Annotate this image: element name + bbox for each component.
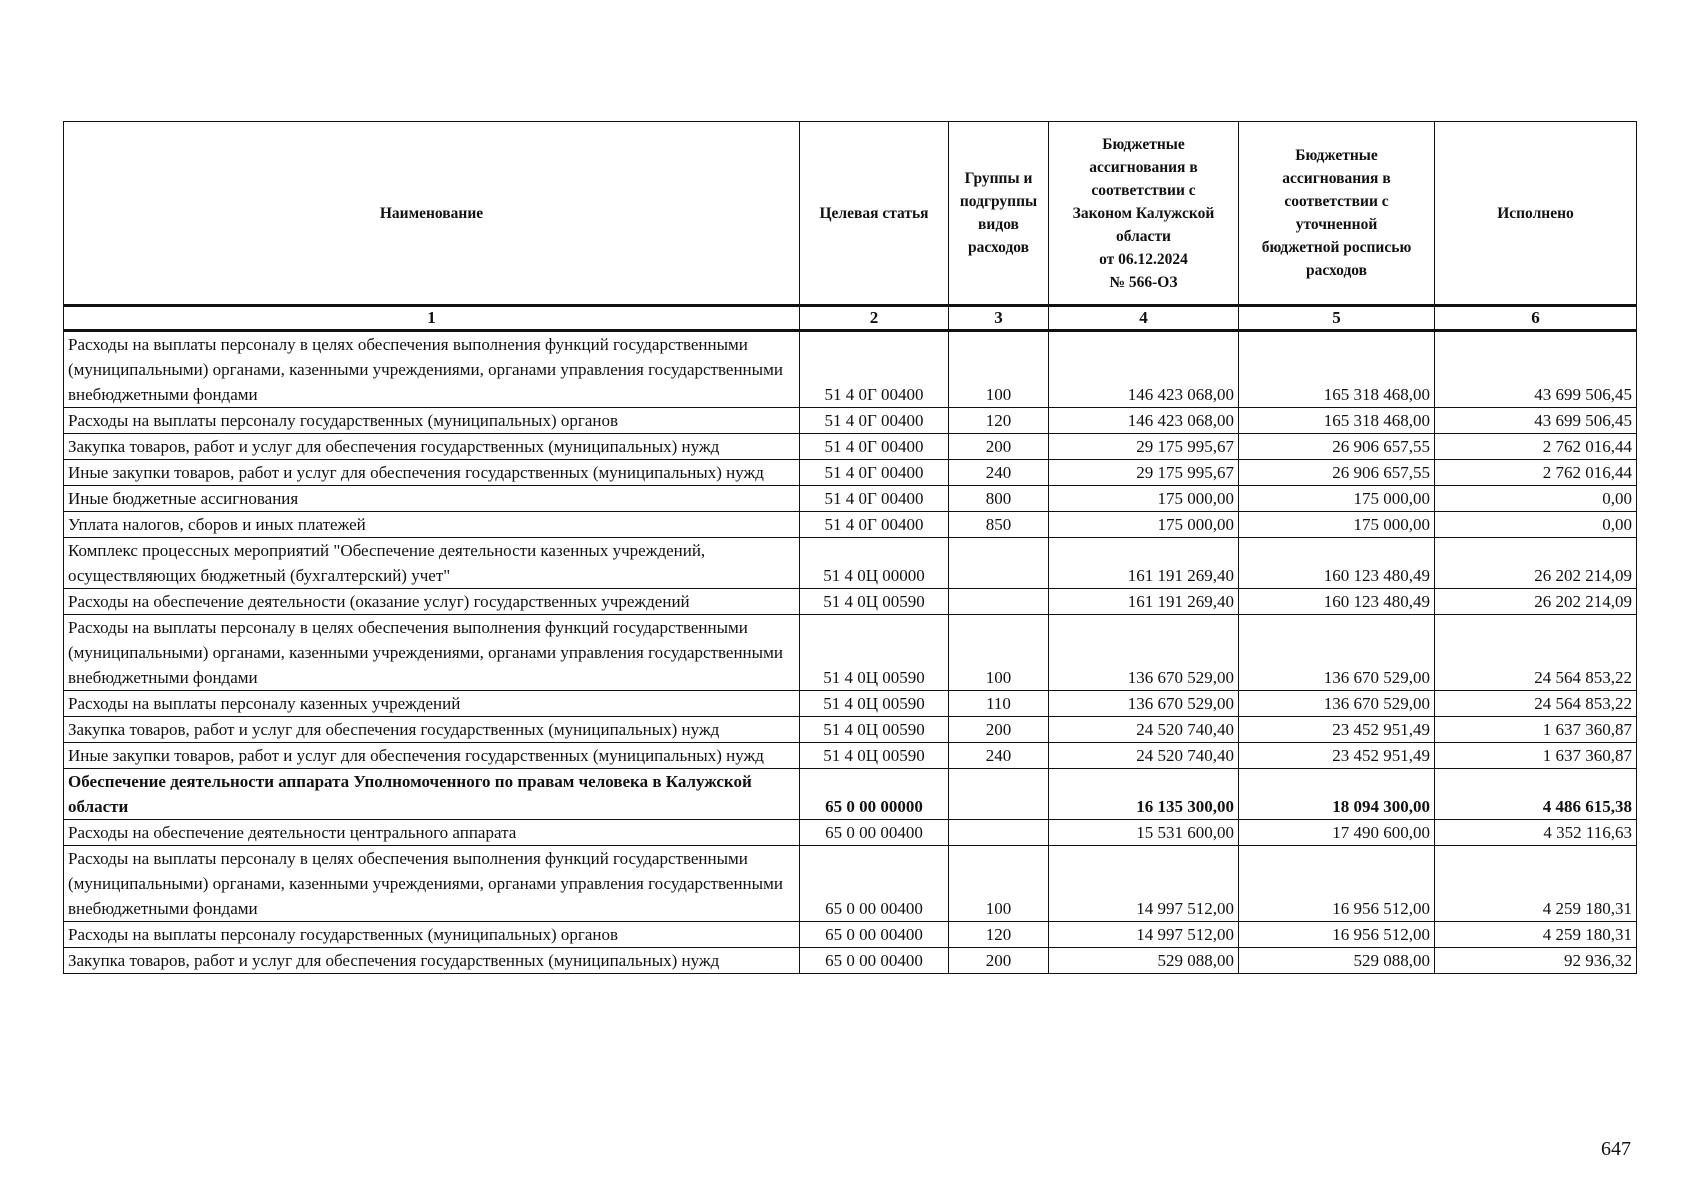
refined-amount-cell: 175 000,00 xyxy=(1239,486,1435,512)
row-name-cell: Закупка товаров, работ и услуг для обеспечения государственных (муниципальных) нужд xyxy=(64,434,800,460)
header-name xyxy=(64,122,800,306)
row-name-cell: Закупка товаров, работ и услуг для обеспечения государственных (муниципальных) нужд xyxy=(64,717,800,743)
column-number: 3 xyxy=(949,306,1049,331)
target-article-cell: 51 4 0Г 00400 xyxy=(800,434,949,460)
row-name-cell: Расходы на выплаты персоналу государственных (муниципальных) органов xyxy=(64,922,800,948)
executed-amount-cell: 4 259 180,31 xyxy=(1435,846,1637,922)
header-line: ассигнования в xyxy=(1282,170,1391,187)
header-line: ассигнования в xyxy=(1089,158,1198,176)
target-article-cell: 51 4 0Г 00400 xyxy=(800,512,949,538)
law-amount-cell: 14 997 512,00 xyxy=(1049,922,1239,948)
refined-amount-cell: 26 906 657,55 xyxy=(1239,460,1435,486)
row-name-cell: Обеспечение деятельности аппарата Уполномоченного по правам человека в Калужской области xyxy=(64,769,800,820)
expense-group-cell: 850 xyxy=(949,512,1049,538)
executed-amount-cell: 1 637 360,87 xyxy=(1435,717,1637,743)
executed-amount-cell: 92 936,32 xyxy=(1435,948,1637,974)
row-name-cell: Иные закупки товаров, работ и услуг для обеспечения государственных (муниципальных) нужд xyxy=(64,743,800,769)
table-row xyxy=(64,331,1637,408)
refined-amount-cell: 175 000,00 xyxy=(1239,512,1435,538)
target-article-cell: 51 4 0Г 00400 xyxy=(800,486,949,512)
table-row xyxy=(64,512,1637,538)
target-article-cell: 51 4 0Ц 00590 xyxy=(800,589,949,615)
executed-amount-cell: 24 564 853,22 xyxy=(1435,615,1637,691)
law-amount-cell: 175 000,00 xyxy=(1049,512,1239,538)
header-line: видов xyxy=(978,216,1019,233)
table-row xyxy=(64,589,1637,615)
row-name-cell: Иные закупки товаров, работ и услуг для обеспечения государственных (муниципальных) нужд xyxy=(64,460,800,486)
expense-group-cell: 240 xyxy=(949,460,1049,486)
expense-group-cell: 200 xyxy=(949,717,1049,743)
table-row xyxy=(64,948,1637,974)
header-line: соответствии с xyxy=(1284,193,1389,210)
refined-amount-cell: 136 670 529,00 xyxy=(1239,691,1435,717)
header-line: Бюджетные xyxy=(1102,135,1185,153)
row-name-cell: Иные бюджетные ассигнования xyxy=(64,486,800,512)
law-amount-cell: 161 191 269,40 xyxy=(1049,538,1239,589)
header-line: Исполнено xyxy=(1497,204,1574,222)
header-expense-groups xyxy=(949,122,1049,306)
executed-amount-cell: 4 352 116,63 xyxy=(1435,820,1637,846)
expense-group-cell: 110 xyxy=(949,691,1049,717)
target-article-cell: 65 0 00 00400 xyxy=(800,846,949,922)
refined-amount-cell: 160 123 480,49 xyxy=(1239,589,1435,615)
refined-amount-cell: 23 452 951,49 xyxy=(1239,743,1435,769)
refined-amount-cell: 136 670 529,00 xyxy=(1239,615,1435,691)
expense-group-cell xyxy=(949,589,1049,615)
column-number: 5 xyxy=(1239,306,1435,331)
column-number: 2 xyxy=(800,306,949,331)
header-line: Группы и xyxy=(964,170,1033,187)
refined-amount-cell: 165 318 468,00 xyxy=(1239,331,1435,408)
expense-group-cell: 120 xyxy=(949,922,1049,948)
target-article-cell: 65 0 00 00400 xyxy=(800,922,949,948)
law-amount-cell: 16 135 300,00 xyxy=(1049,769,1239,820)
law-amount-cell: 146 423 068,00 xyxy=(1049,408,1239,434)
executed-amount-cell: 43 699 506,45 xyxy=(1435,408,1637,434)
column-number: 6 xyxy=(1435,306,1637,331)
target-article-cell: 51 4 0Ц 00590 xyxy=(800,691,949,717)
law-amount-cell: 29 175 995,67 xyxy=(1049,434,1239,460)
law-amount-cell: 175 000,00 xyxy=(1049,486,1239,512)
law-amount-cell: 24 520 740,40 xyxy=(1049,717,1239,743)
header-line: расходов xyxy=(1305,262,1368,279)
target-article-cell: 65 0 00 00400 xyxy=(800,948,949,974)
refined-amount-cell: 26 906 657,55 xyxy=(1239,434,1435,460)
header-line: расходов xyxy=(967,239,1030,256)
expense-group-cell: 100 xyxy=(949,615,1049,691)
refined-amount-cell: 16 956 512,00 xyxy=(1239,846,1435,922)
law-amount-cell: 29 175 995,67 xyxy=(1049,460,1239,486)
header-row xyxy=(64,122,1637,306)
executed-amount-cell: 24 564 853,22 xyxy=(1435,691,1637,717)
header-line: от 06.12.2024 xyxy=(1099,250,1188,268)
table-row xyxy=(64,538,1637,589)
header-executed xyxy=(1435,122,1637,306)
law-amount-cell: 146 423 068,00 xyxy=(1049,331,1239,408)
header-refined-appropriations xyxy=(1239,122,1435,306)
refined-amount-cell: 529 088,00 xyxy=(1239,948,1435,974)
row-name-cell: Расходы на обеспечение деятельности (оказание услуг) государственных учреждений xyxy=(64,589,800,615)
refined-amount-cell: 23 452 951,49 xyxy=(1239,717,1435,743)
law-amount-cell: 14 997 512,00 xyxy=(1049,846,1239,922)
header-target-article xyxy=(800,122,949,306)
row-name-cell: Комплекс процессных мероприятий "Обеспечение деятельности казенных учреждений, осуществляющих бюджетный (бухгалтерский) учет" xyxy=(64,538,800,589)
header-line: области xyxy=(1116,227,1171,245)
header-line: Бюджетные xyxy=(1295,147,1378,164)
row-name-cell: Расходы на выплаты персоналу казенных учреждений xyxy=(64,691,800,717)
target-article-cell: 51 4 0Ц 00590 xyxy=(800,615,949,691)
table-row xyxy=(64,486,1637,512)
law-amount-cell: 161 191 269,40 xyxy=(1049,589,1239,615)
law-amount-cell: 529 088,00 xyxy=(1049,948,1239,974)
table-body xyxy=(64,331,1637,974)
target-article-cell: 65 0 00 00400 xyxy=(800,820,949,846)
law-amount-cell: 15 531 600,00 xyxy=(1049,820,1239,846)
header-line: соответствии с xyxy=(1091,181,1196,199)
refined-amount-cell: 18 094 300,00 xyxy=(1239,769,1435,820)
executed-amount-cell: 2 762 016,44 xyxy=(1435,460,1637,486)
row-name-cell: Расходы на выплаты персоналу в целях обеспечения выполнения функций государственными (муниципальными) органами, казенными учреждениями, органами управления государственными внебюджетными фондами xyxy=(64,846,800,922)
refined-amount-cell: 17 490 600,00 xyxy=(1239,820,1435,846)
refined-amount-cell: 165 318 468,00 xyxy=(1239,408,1435,434)
table-row xyxy=(64,743,1637,769)
target-article-cell: 51 4 0Г 00400 xyxy=(800,408,949,434)
refined-amount-cell: 160 123 480,49 xyxy=(1239,538,1435,589)
expense-group-cell: 120 xyxy=(949,408,1049,434)
executed-amount-cell: 0,00 xyxy=(1435,486,1637,512)
column-number-row xyxy=(64,306,1637,331)
budget-table xyxy=(63,121,1637,974)
row-name-cell: Расходы на обеспечение деятельности центрального аппарата xyxy=(64,820,800,846)
column-number: 1 xyxy=(64,306,800,331)
header-line: уточненной xyxy=(1295,216,1378,233)
executed-amount-cell: 0,00 xyxy=(1435,512,1637,538)
expense-group-cell xyxy=(949,538,1049,589)
expense-group-cell: 200 xyxy=(949,948,1049,974)
target-article-cell: 51 4 0Г 00400 xyxy=(800,460,949,486)
executed-amount-cell: 4 259 180,31 xyxy=(1435,922,1637,948)
executed-amount-cell: 1 637 360,87 xyxy=(1435,743,1637,769)
table-row xyxy=(64,434,1637,460)
table-row xyxy=(64,615,1637,691)
target-article-cell: 51 4 0Ц 00000 xyxy=(800,538,949,589)
executed-amount-cell: 2 762 016,44 xyxy=(1435,434,1637,460)
table-row xyxy=(64,846,1637,922)
table-row xyxy=(64,460,1637,486)
target-article-cell: 65 0 00 00000 xyxy=(800,769,949,820)
expense-group-cell: 240 xyxy=(949,743,1049,769)
expense-group-cell: 100 xyxy=(949,331,1049,408)
expense-group-cell: 200 xyxy=(949,434,1049,460)
expense-group-cell: 100 xyxy=(949,846,1049,922)
law-amount-cell: 136 670 529,00 xyxy=(1049,691,1239,717)
header-line: Наименование xyxy=(379,204,484,222)
row-name-cell: Расходы на выплаты персоналу в целях обеспечения выполнения функций государственными (муниципальными) органами, казенными учреждениями, органами управления государственными внебюджетными фондами xyxy=(64,331,800,408)
executed-amount-cell: 4 486 615,38 xyxy=(1435,769,1637,820)
row-name-cell: Расходы на выплаты персоналу государственных (муниципальных) органов xyxy=(64,408,800,434)
executed-amount-cell: 26 202 214,09 xyxy=(1435,538,1637,589)
expense-group-cell xyxy=(949,769,1049,820)
header-line: Законом Калужской xyxy=(1072,204,1215,222)
table-row xyxy=(64,922,1637,948)
expense-group-cell: 800 xyxy=(949,486,1049,512)
header-line: № 566-ОЗ xyxy=(1109,273,1178,291)
executed-amount-cell: 43 699 506,45 xyxy=(1435,331,1637,408)
table-row xyxy=(64,820,1637,846)
row-name-cell: Закупка товаров, работ и услуг для обеспечения государственных (муниципальных) нужд xyxy=(64,948,800,974)
law-amount-cell: 24 520 740,40 xyxy=(1049,743,1239,769)
column-number: 4 xyxy=(1049,306,1239,331)
row-name-cell: Уплата налогов, сборов и иных платежей xyxy=(64,512,800,538)
table-row xyxy=(64,717,1637,743)
law-amount-cell: 136 670 529,00 xyxy=(1049,615,1239,691)
executed-amount-cell: 26 202 214,09 xyxy=(1435,589,1637,615)
table-row xyxy=(64,691,1637,717)
expense-group-cell xyxy=(949,820,1049,846)
header-law-appropriations xyxy=(1049,122,1239,306)
table-row xyxy=(64,769,1637,820)
header-line: подгруппы xyxy=(959,193,1038,210)
target-article-cell: 51 4 0Ц 00590 xyxy=(800,717,949,743)
header-line: Целевая статья xyxy=(819,204,929,222)
refined-amount-cell: 16 956 512,00 xyxy=(1239,922,1435,948)
target-article-cell: 51 4 0Г 00400 xyxy=(800,331,949,408)
target-article-cell: 51 4 0Ц 00590 xyxy=(800,743,949,769)
row-name-cell: Расходы на выплаты персоналу в целях обеспечения выполнения функций государственными (муниципальными) органами, казенными учреждениями, органами управления государственными внебюджетными фондами xyxy=(64,615,800,691)
page-number: 647 xyxy=(1601,1138,1631,1160)
header-line: бюджетной росписью xyxy=(1261,239,1412,256)
table-row xyxy=(64,408,1637,434)
